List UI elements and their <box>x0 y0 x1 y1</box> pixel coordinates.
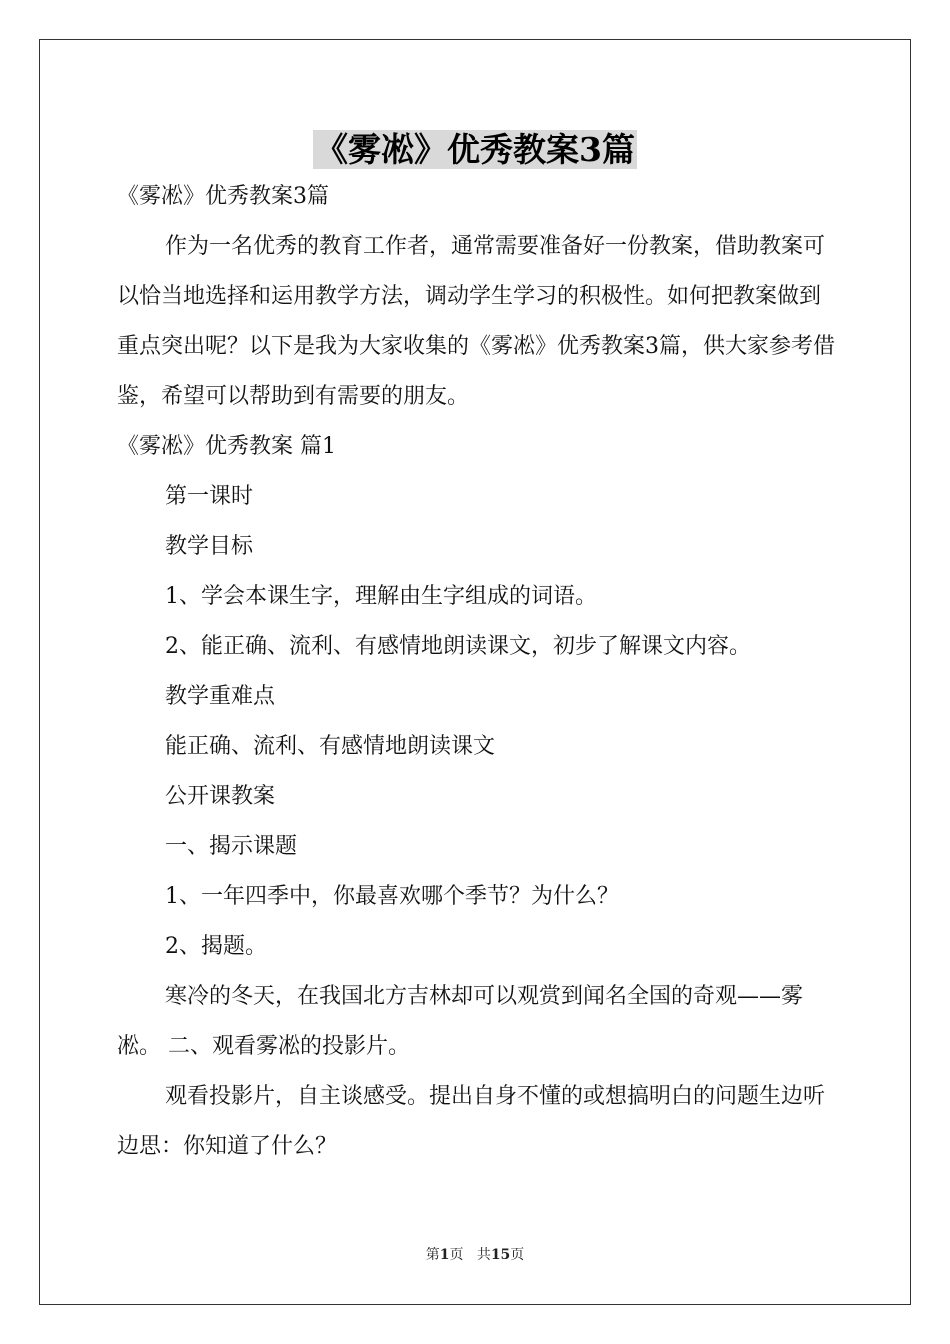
paragraph-subtitle: 《雾凇》优秀教案3篇 <box>117 184 329 209</box>
document-body <box>117 172 837 1172</box>
total-suffix: 页 <box>510 1247 525 1263</box>
total-pages: 15 <box>490 1247 511 1263</box>
paragraph: 能正确、流利、有感情地朗读课文 <box>165 734 496 759</box>
page-number: 1 <box>439 1247 450 1263</box>
paragraph: 1、学会本课生字，理解由生字组成的词语。 <box>165 584 597 609</box>
paragraph: 第一课时 <box>165 484 254 509</box>
document-title-text: 《雾凇》优秀教案3篇 <box>315 130 635 169</box>
page-suffix: 页 <box>449 1247 464 1263</box>
section-heading: 《雾凇》优秀教案 篇1 <box>117 434 336 459</box>
paragraph: 教学目标 <box>165 534 254 559</box>
document-title <box>0 128 950 172</box>
paragraph: 2、能正确、流利、有感情地朗读课文，初步了解课文内容。 <box>165 634 751 659</box>
paragraph: 一、揭示课题 <box>165 834 298 859</box>
paragraph: 寒冷的冬天，在我国北方吉林却可以观赏到闻名全国的奇观——雾凇。 二、观看雾凇的投影片。 <box>117 984 804 1059</box>
paragraph: 教学重难点 <box>165 684 276 709</box>
paragraph: 观看投影片，自主谈感受。提出自身不懂的或想搞明白的问题生边听边思：你知道了什么？ <box>117 1084 826 1159</box>
paragraph: 公开课教案 <box>165 784 276 809</box>
paragraph: 2、揭题。 <box>165 934 267 959</box>
page-footer <box>0 1244 950 1264</box>
page-prefix: 第 <box>425 1247 440 1263</box>
total-prefix: 共 <box>476 1247 491 1263</box>
paragraph-intro: 作为一名优秀的教育工作者，通常需要准备好一份教案，借助教案可以恰当地选择和运用教学方法，调动学生学习的积极性。如何把教案做到重点突出呢？以下是我为大家收集的《雾凇》优秀教案3篇，供大家参考借鉴，希望可以帮助到有需要的朋友。 <box>117 234 835 409</box>
paragraph: 1、一年四季中，你最喜欢哪个季节？为什么？ <box>165 884 619 909</box>
